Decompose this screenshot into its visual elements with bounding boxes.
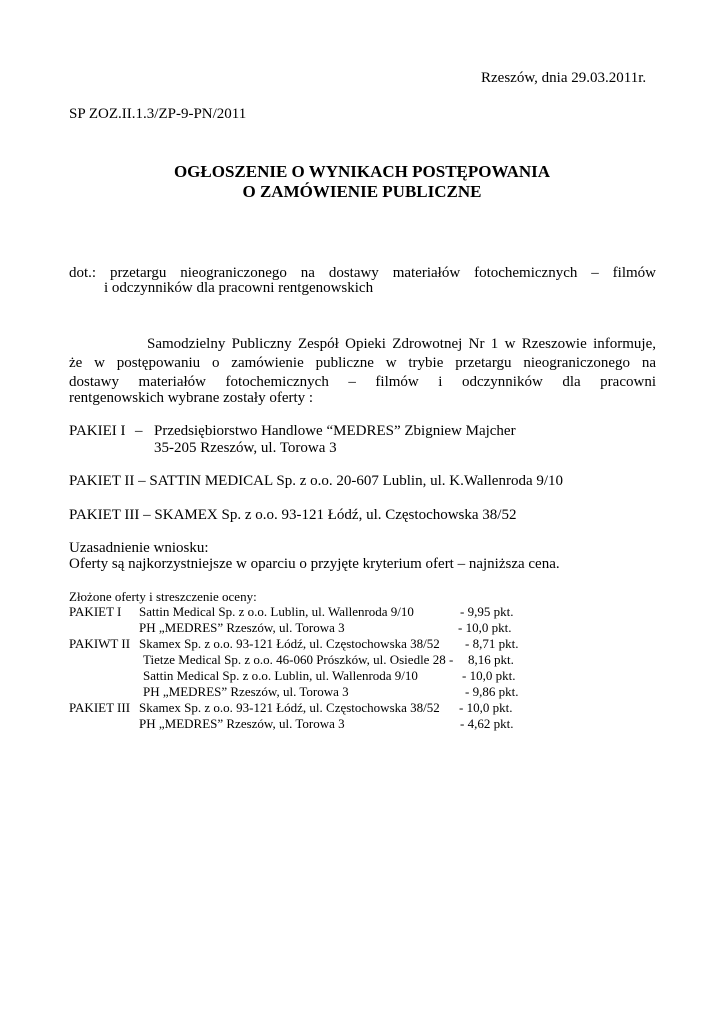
offer-row-score: - 9,95 pkt. (460, 604, 514, 619)
offer-row-company: Tietze Medical Sp. z o.o. 46-060 Prószków, ul. Osiedle 28 - (143, 652, 454, 667)
winner-package-1-address: 35-205 Rzeszów, ul. Torowa 3 (154, 440, 337, 456)
offer-row-score: - 8,71 pkt. (465, 636, 519, 651)
offer-row-company: Skamex Sp. z o.o. 93-121 Łódź, ul. Częstochowska 38/52 (139, 700, 440, 715)
offer-row-score: - 10,0 pkt. (462, 668, 516, 683)
winner-package-1-label: PAKIEI I (69, 423, 126, 439)
offer-row-score: 8,16 pkt. (468, 652, 514, 667)
document-title-line-2: O ZAMÓWIENIE PUBLICZNE (242, 182, 482, 201)
intro-line-4: rentgenowskich wybrane zostały oferty : (69, 390, 314, 406)
subject-line-1: dot.: przetargu nieograniczonego na dostawy materiałów fotochemicznych – filmów (69, 265, 656, 281)
offer-row-score: - 9,86 pkt. (465, 684, 519, 699)
winner-package-2: PAKIET II – SATTIN MEDICAL Sp. z o.o. 20-607 Lublin, ul. K.Wallenroda 9/10 (69, 473, 564, 489)
offer-row-company: PH „MEDRES” Rzeszów, ul. Torowa 3 (143, 684, 349, 699)
offer-row-package: PAKIET I (69, 604, 122, 619)
winner-package-1-dash: – (135, 423, 143, 439)
intro-line-2: że w postępowaniu o zamówienie publiczne w trybie przetargu nieograniczonego na (69, 355, 656, 371)
offer-row-company: PH „MEDRES” Rzeszów, ul. Torowa 3 (139, 716, 345, 731)
offer-row-company: Skamex Sp. z o.o. 93-121 Łódź, ul. Częstochowska 38/52 (139, 636, 440, 651)
offer-row-company: Sattin Medical Sp. z o.o. Lublin, ul. Wallenroda 9/10 (143, 668, 418, 683)
offer-row-company: Sattin Medical Sp. z o.o. Lublin, ul. Wallenroda 9/10 (139, 604, 414, 619)
offer-row-score: - 10,0 pkt. (458, 620, 512, 635)
winner-package-1-company: Przedsiębiorstwo Handlowe “MEDRES” Zbigniew Majcher (154, 423, 516, 439)
intro-line-3: dostawy materiałów fotochemicznych – filmów i odczynników dla pracowni (69, 374, 656, 390)
offer-row-company: PH „MEDRES” Rzeszów, ul. Torowa 3 (139, 620, 345, 635)
offer-row-score: - 4,62 pkt. (460, 716, 514, 731)
winner-package-3: PAKIET III – SKAMEX Sp. z o.o. 93-121 Łódź, ul. Częstochowska 38/52 (69, 507, 517, 523)
offer-row-package: PAKIET III (69, 700, 131, 715)
offers-heading: Złożone oferty i streszczenie oceny: (69, 589, 257, 604)
offer-row-score: - 10,0 pkt. (459, 700, 513, 715)
offer-row-package: PAKIWT II (69, 636, 131, 651)
reference-number: SP ZOZ.II.1.3/ZP-9-PN/2011 (69, 106, 247, 122)
justification-heading: Uzasadnienie wniosku: (69, 540, 209, 556)
intro-line-1: Samodzielny Publiczny Zespół Opieki Zdrowotnej Nr 1 w Rzeszowie informuje, (147, 336, 656, 352)
place-date: Rzeszów, dnia 29.03.2011r. (481, 70, 647, 86)
subject-line-2: i odczynników dla pracowni rentgenowskich (104, 280, 374, 296)
document-title-line-1: OGŁOSZENIE O WYNIKACH POSTĘPOWANIA (173, 162, 551, 181)
justification-text: Oferty są najkorzystniejsze w oparciu o przyjęte kryterium ofert – najniższa cena. (69, 556, 560, 572)
